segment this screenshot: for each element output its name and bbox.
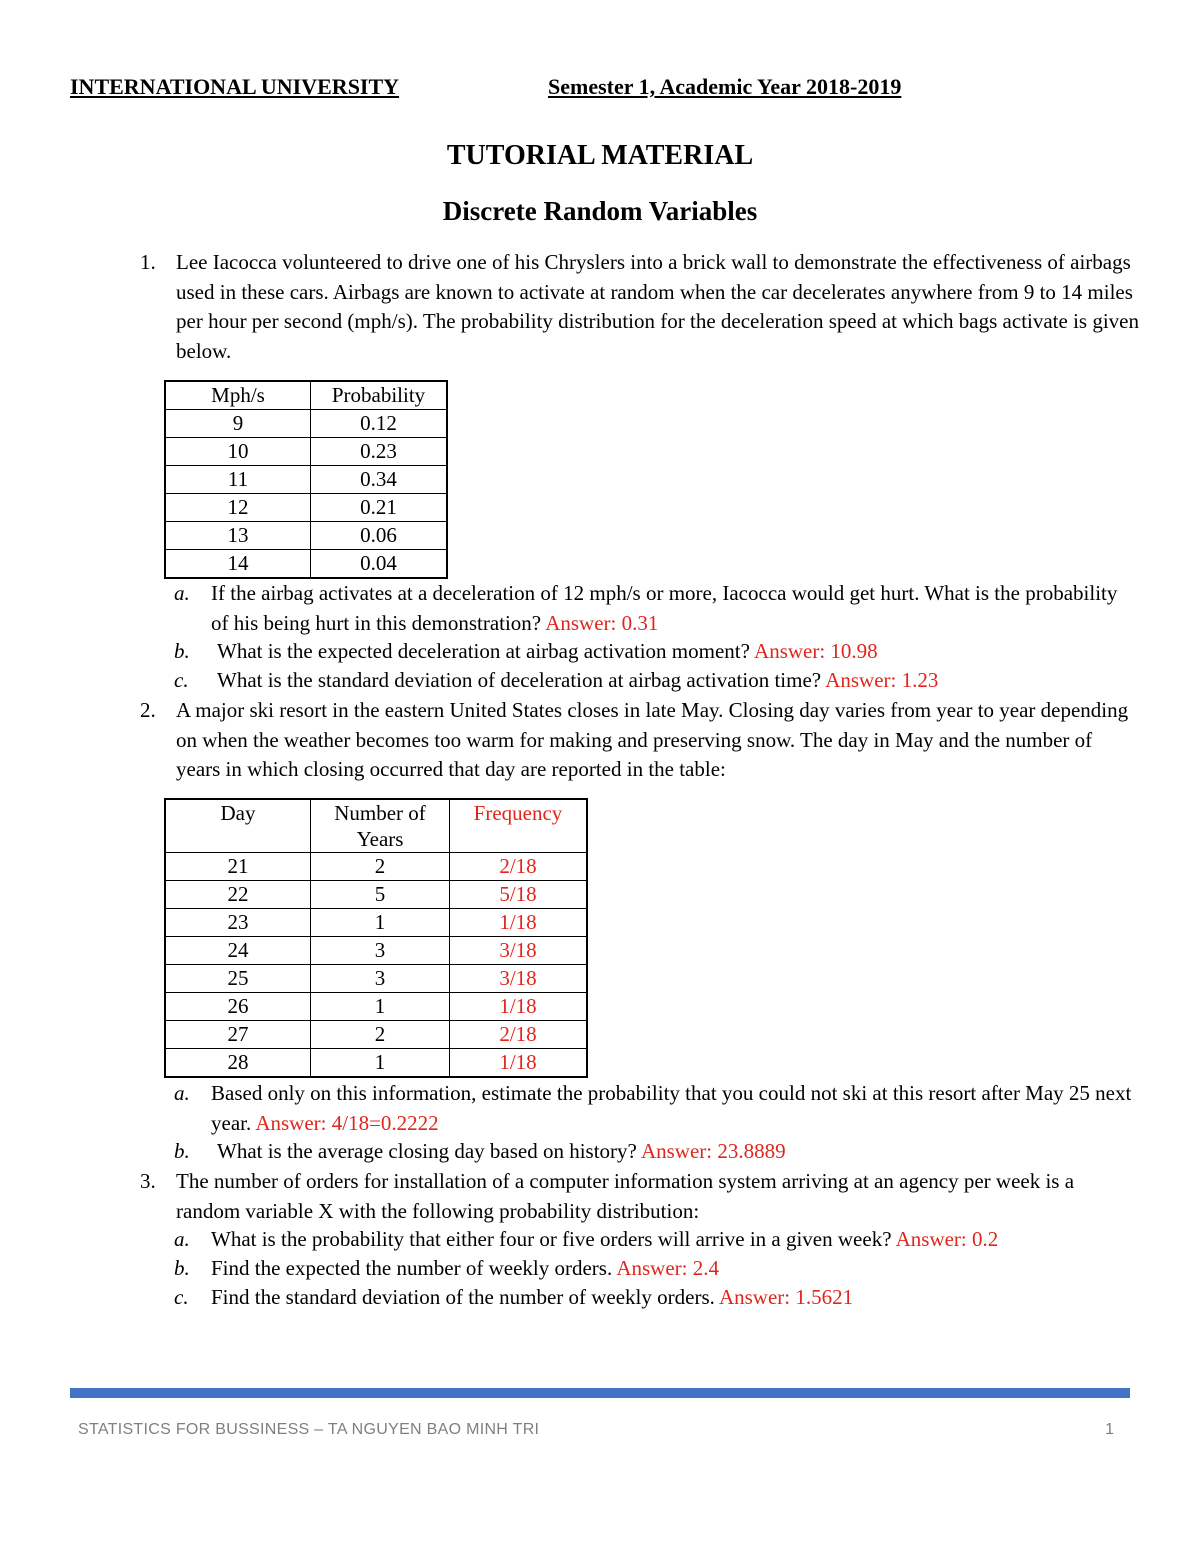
answer-text: Answer: 4/18=0.2222	[255, 1110, 439, 1135]
table-cell: 1/18	[450, 993, 588, 1021]
question-1a	[174, 579, 1134, 638]
page-header	[70, 74, 1130, 104]
table-cell: 13	[165, 522, 311, 550]
table-cell: 1	[311, 993, 450, 1021]
page-number: 1	[1105, 1421, 1114, 1438]
table-header-cell: Number of Years	[311, 799, 450, 853]
part-text: What is the standard deviation of deceleration at airbag activation time?	[217, 668, 822, 692]
table-row	[165, 494, 447, 522]
part-letter: c.	[174, 1285, 189, 1309]
table-cell: 12	[165, 494, 311, 522]
question-number: 3.	[140, 1169, 156, 1193]
table-cell: 3/18	[450, 965, 588, 993]
part-text: Find the standard deviation of the number of weekly orders.	[211, 1285, 715, 1309]
table-row	[165, 993, 587, 1021]
table-cell: 14	[165, 550, 311, 579]
table-cell: 0.21	[311, 494, 448, 522]
part-text: What is the average closing day based on history?	[217, 1139, 637, 1163]
table-cell: 1	[311, 909, 450, 937]
question-3b	[174, 1254, 1134, 1284]
part-letter: a.	[174, 581, 190, 605]
table-cell: 2/18	[450, 853, 588, 881]
table-cell: 0.23	[311, 438, 448, 466]
answer-text: Answer: 23.8889	[640, 1139, 786, 1163]
table-cell: 3	[311, 965, 450, 993]
table-cell: 21	[165, 853, 311, 881]
part-text: Find the expected the number of weekly orders.	[211, 1256, 613, 1280]
table-cell: 10	[165, 438, 311, 466]
table-cell: 5	[311, 881, 450, 909]
table-header-cell: Frequency	[450, 799, 588, 853]
question-1c	[174, 666, 1134, 696]
table-cell: 9	[165, 410, 311, 438]
table-row	[165, 937, 587, 965]
table-header-cell: Day	[165, 799, 311, 853]
part-text: What is the probability that either four or five orders will arrive in a given week?	[211, 1227, 892, 1251]
page-title: TUTORIAL MATERIAL	[446, 140, 754, 171]
table-cell: 23	[165, 909, 311, 937]
table-cell: 2	[311, 853, 450, 881]
question-text: A major ski resort in the eastern United States closes in late May. Closing day varies from year to year depending on when the weather becomes too warm for making and preserving snow. The day in May and the number of years in which closing occurred that day are reported in the table:	[176, 698, 1129, 781]
table-row	[165, 909, 587, 937]
part-text: What is the expected deceleration at airbag activation moment?	[217, 639, 750, 663]
university-name: INTERNATIONAL UNIVERSITY	[70, 74, 400, 99]
page-subtitle: Discrete Random Variables	[442, 196, 758, 226]
table-cell: 1/18	[450, 909, 588, 937]
table-cell: 22	[165, 881, 311, 909]
footer-text: STATISTICS FOR BUSSINESS – TA NGUYEN BAO MINH TRI	[78, 1421, 540, 1438]
table-cell: 3	[311, 937, 450, 965]
table-cell: 0.04	[311, 550, 448, 579]
table-cell: 27	[165, 1021, 311, 1049]
table-row	[165, 1049, 587, 1078]
table-row	[165, 1021, 587, 1049]
answer-text: Answer: 0.31	[545, 610, 659, 635]
question-1	[140, 248, 1140, 366]
part-letter: b.	[174, 1256, 190, 1280]
table-header-cell: Probability	[311, 381, 448, 410]
table-cell: 0.34	[311, 466, 448, 494]
part-letter: c.	[174, 668, 189, 692]
table-cell: 28	[165, 1049, 311, 1078]
table-cell: 2	[311, 1021, 450, 1049]
question-3c	[174, 1283, 1134, 1313]
question-2b	[174, 1137, 1134, 1167]
answer-text: Answer: 1.5621	[718, 1285, 854, 1309]
semester-label: Semester 1, Academic Year 2018-2019	[548, 74, 902, 99]
table-row	[165, 438, 447, 466]
table-row	[165, 881, 587, 909]
table-row	[165, 466, 447, 494]
table-cell: 0.06	[311, 522, 448, 550]
answer-text: Answer: 0.2	[895, 1227, 999, 1251]
question-3a	[174, 1225, 1134, 1255]
table-cell: 24	[165, 937, 311, 965]
table-row	[165, 550, 447, 579]
question-1b	[174, 637, 1134, 667]
question-3	[140, 1167, 1140, 1226]
part-letter: b.	[174, 639, 190, 663]
part-letter: a.	[174, 1081, 190, 1105]
table-cell: 25	[165, 965, 311, 993]
closing-day-table	[164, 798, 588, 1078]
part-text: Based only on this information, estimate the probability that you could not ski at this resort after May 25 next year.	[211, 1081, 1132, 1135]
table-cell: 1	[311, 1049, 450, 1078]
answer-text: Answer: 1.23	[825, 668, 939, 692]
table-cell: 0.12	[311, 410, 448, 438]
table-header-cell: Mph/s	[165, 381, 311, 410]
table-header-row	[165, 799, 587, 853]
table-cell: 5/18	[450, 881, 588, 909]
table-row	[165, 522, 447, 550]
table-row	[165, 965, 587, 993]
part-letter: b.	[174, 1139, 190, 1163]
table-cell: 2/18	[450, 1021, 588, 1049]
question-number: 1.	[140, 250, 156, 274]
table-row	[165, 853, 587, 881]
table-row	[165, 410, 447, 438]
answer-text: Answer: 10.98	[754, 639, 878, 663]
question-2a	[174, 1079, 1134, 1138]
table-cell: 26	[165, 993, 311, 1021]
table-header-row	[165, 381, 447, 410]
part-text: If the airbag activates at a deceleration of 12 mph/s or more, Iacocca would get hurt. What is the probability of his being hurt in this demonstration?	[211, 581, 1118, 635]
deceleration-table	[164, 380, 448, 579]
question-number: 2.	[140, 698, 156, 722]
part-letter: a.	[174, 1227, 190, 1251]
question-text: The number of orders for installation of a computer information system arriving at an agency per week is a random variable X with the following probability distribution:	[176, 1169, 1075, 1223]
answer-text: Answer: 2.4	[616, 1256, 719, 1280]
table-cell: 3/18	[450, 937, 588, 965]
question-text: Lee Iacocca volunteered to drive one of his Chryslers into a brick wall to demonstrate the effectiveness of airbags used in these cars. Airbags are known to activate at random when the car decelerates anywhere from 9 to 14 miles per hour per second (mph/s). The probability distribution for the deceleration speed at which bags activate is given below.	[176, 250, 1139, 363]
footer-divider	[70, 1388, 1130, 1398]
question-2	[140, 696, 1140, 785]
table-cell: 1/18	[450, 1049, 588, 1078]
table-cell: 11	[165, 466, 311, 494]
